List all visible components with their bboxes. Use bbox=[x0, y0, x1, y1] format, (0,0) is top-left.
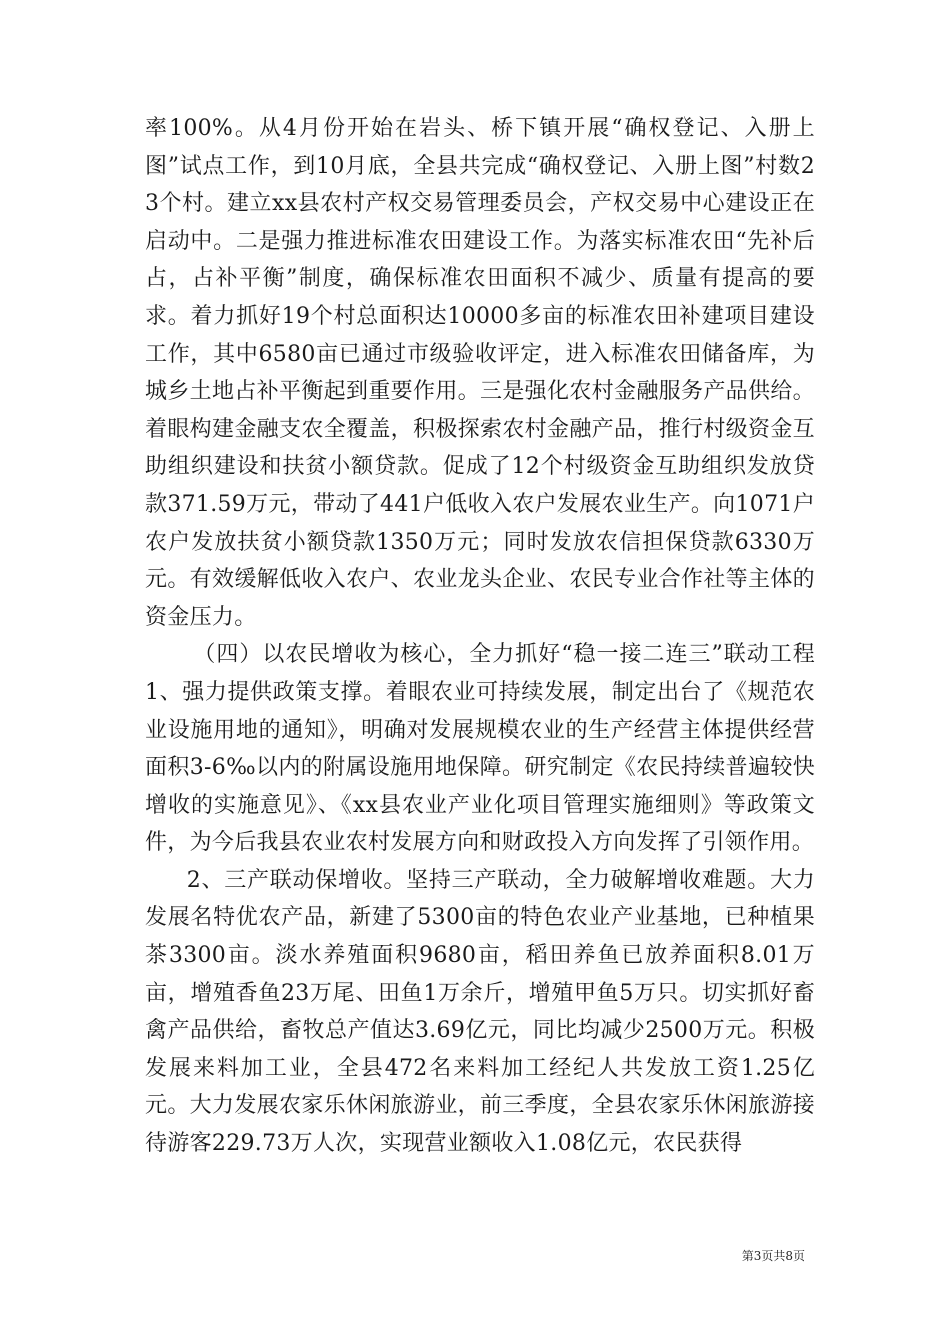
paragraph-section-four: （四）以农民增收为核心，全力抓好“稳一接二连三”联动工程1、强力提供政策支撑。着眼农业可持续发展，制定出台了《规范农业设施用地的通知》，明确对发展规模农业的生产经营主体提供经营面积3-6‰以内的附属设施用地保障。研究制定《农民持续普遍较快增收的实施意见》、《xx县农业产业化项目管理实施细则》等政策文件，为今后我县农业农村发展方向和财政投入方向发挥了引领作用。 bbox=[145, 642, 815, 856]
document-body bbox=[145, 110, 815, 1163]
paragraph-point-two: 2、三产联动保增收。坚持三产联动，全力破解增收难题。大力发展名特优农产品，新建了5300亩的特色农业产业基地，已种植果茶3300亩。淡水养殖面积9680亩，稻田养鱼已放养面积8.01万亩，增殖香鱼23万尾、田鱼1万余斤，增殖甲鱼5万只。切实抓好畜禽产品供给，畜牧总产值达3.69亿元，同比均减少2500万元。积极发展来料加工业，全县472名来料加工经纪人共发放工资1.25亿元。大力发展农家乐休闲旅游业，前三季度，全县农家乐休闲旅游接待游客229.73万人次，实现营业额收入1.08亿元，农民获得 bbox=[145, 867, 815, 1157]
paragraph-continuation: 率100%。从4月份开始在岩头、桥下镇开展“确权登记、入册上图”试点工作，到10月底，全县共完成“确权登记、入册上图”村数23个村。建立xx县农村产权交易管理委员会，产权交易中心建设正在启动中。二是强力推进标准农田建设工作。为落实标准农田“先补后占，占补平衡”制度，确保标准农田面积不减少、质量有提高的要求。着力抓好19个村总面积达10000多亩的标准农田补建项目建设工作，其中6580亩已通过市级验收评定，进入标准农田储备库，为城乡土地占补平衡起到重要作用。三是强化农村金融服务产品供给。着眼构建金融支农全覆盖，积极探索农村金融产品，推行村级资金互助组织建设和扶贫小额贷款。促成了12个村级资金互助组织发放贷款371.59万元，带动了441户低收入农户发展农业生产。向1071户农户发放扶贫小额贷款1350万元；同时发放农信担保贷款6330万元。有效缓解低收入农户、农业龙头企业、农民专业合作社等主体的资金压力。 bbox=[145, 116, 815, 630]
page-number: 第3页共8页 bbox=[741, 1249, 805, 1263]
